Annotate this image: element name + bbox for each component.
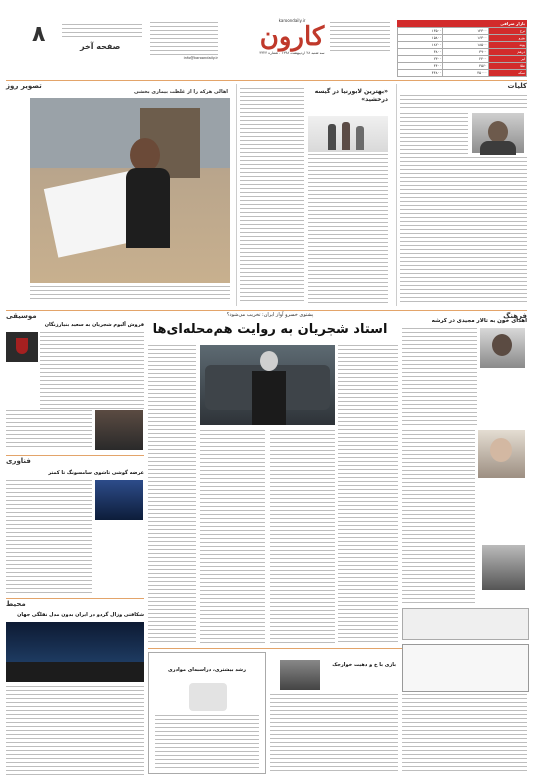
website[interactable]: karoondaily.ir [278, 18, 306, 23]
price-table [397, 20, 527, 78]
photo-of-day [30, 98, 230, 283]
price-label: درهم [488, 49, 526, 56]
bottom-photo [280, 660, 320, 690]
section-music: موسیقی [6, 312, 37, 320]
price-label: طلا [488, 63, 526, 70]
culture-text-1 [402, 328, 477, 428]
env-rule [6, 598, 144, 599]
right-col-text-b [400, 157, 527, 305]
price-table-title: بازار صرافی [397, 20, 527, 27]
price-label: لیر [488, 56, 526, 63]
culture-portrait-1 [480, 328, 525, 368]
price-value: ۴۵۶۰ [443, 63, 488, 70]
music-photo-2 [95, 410, 143, 450]
price-value: ۱۸۲۰۰ [398, 42, 443, 49]
lead-col-2 [270, 430, 335, 645]
price-row [398, 49, 527, 56]
price-label: نرخ [488, 28, 526, 35]
lead-col-3 [200, 430, 265, 645]
section-news-right: کلیات [507, 82, 527, 90]
price-value: ۴۴۸۰۰ [398, 70, 443, 77]
env-text [6, 686, 144, 776]
env-story-title: شکافتی وزال گردو در ایران بدون مدل نفلگی جهان [17, 612, 144, 618]
tech-story-title: عرضه گوشی تاشوی سامسونگ تا کمتر [48, 470, 144, 476]
tech-photo [95, 480, 143, 520]
price-label: پوند [488, 42, 526, 49]
price-row [398, 56, 527, 63]
price-value: ۱۳۵۰۰ [398, 28, 443, 35]
divider-2 [236, 84, 237, 306]
price-value: ۲۳۰۰ [398, 56, 443, 63]
culture-photo-3 [482, 545, 525, 590]
lead-col-4 [148, 345, 196, 645]
masthead-contact[interactable]: info@karoondaily.ir [183, 56, 218, 60]
masthead-rule [6, 80, 527, 81]
price-value: ۴۴۰۰ [398, 63, 443, 70]
music-text-2 [6, 410, 92, 450]
photo-caption-text [30, 286, 230, 300]
price-label: سکه [488, 70, 526, 77]
divider-1 [396, 84, 397, 306]
section-photo: تصویر روز [6, 82, 42, 90]
culture-portrait-2 [478, 430, 525, 478]
poem-photo [308, 116, 388, 152]
portrait-photo [472, 113, 524, 153]
price-table-grid [397, 27, 527, 77]
bottom-story-title: بازی با خ و دهیت خوارجک [332, 662, 396, 668]
music-text-1 [40, 332, 144, 410]
price-value: ۳۹۰۰ [443, 49, 488, 56]
culture-story-title: اهدای خون به تالار مجیدی در کرشه [431, 318, 527, 324]
cartoon [402, 644, 529, 692]
price-label: یورو [488, 35, 526, 42]
section-tech: فناوری [6, 457, 31, 465]
price-value: ۳۸۰۰ [398, 49, 443, 56]
price-row [398, 63, 527, 70]
section-society: محیط [6, 600, 26, 608]
bottom-ad-title: رشد بیشتری، دراسبه‌ای موادری [168, 667, 246, 673]
page-box-text [62, 24, 142, 40]
masthead [0, 0, 533, 75]
mid-rule [6, 310, 527, 311]
env-photo [6, 622, 144, 682]
lead-title: استاد شجریان به روایت هم‌محله‌ای‌ها [152, 322, 388, 337]
price-row [398, 28, 527, 35]
tech-rule [6, 455, 144, 456]
price-row [398, 35, 527, 42]
poem-title: «بهترین لابورنیا در گیسه درخشید» [314, 88, 388, 103]
page-box [0, 22, 145, 58]
price-value: ۱۵۸۰۰ [398, 35, 443, 42]
lead-col-1 [338, 345, 398, 645]
right-column [400, 95, 527, 305]
price-value: ۱۸۵۰۰ [443, 42, 488, 49]
right-col-text-a [400, 113, 468, 155]
culture-ad [402, 608, 529, 640]
middle-article [240, 88, 392, 306]
price-value: ۴۵۰۰۰ [443, 70, 488, 77]
page-label: صفحه آخر [80, 42, 121, 51]
masthead-text-left [150, 22, 218, 56]
bottom-right [402, 642, 527, 774]
music-photo-1 [6, 332, 38, 362]
logo: کارون [259, 22, 325, 52]
price-value: ۱۶۳۰۰ [443, 35, 488, 42]
price-value: ۱۴۳۰۰ [443, 28, 488, 35]
poem-text [308, 154, 388, 304]
price-row [398, 42, 527, 49]
page-number: ۸ [32, 22, 46, 47]
masthead-text-right [330, 22, 390, 52]
culture-text-2 [402, 430, 475, 605]
tech-text [6, 480, 92, 595]
music-story-title: فروش آلبوم شجریان به سعید بنیارزنگان [44, 322, 144, 328]
price-row [398, 70, 527, 77]
right-intro-text [400, 95, 527, 109]
date-line: سه شنبه ۲۸ اردیبهشت ۱۳۹۸ . شماره ۳۳۲۴ [259, 51, 325, 55]
bottom-ad [148, 652, 266, 774]
price-value: ۲۴۰۰ [443, 56, 488, 63]
bottom-story [270, 652, 398, 774]
section-culture: فرهنگ [503, 312, 527, 320]
middle-text [240, 88, 304, 302]
photo-caption-title: اهالی هرکه را از غلظت بیماری بخشی [134, 89, 228, 95]
lead-kicker: پشتوی خسرو آواز ایران: تخریب می‌شود؟ [226, 312, 314, 318]
lead-photo [200, 345, 335, 425]
